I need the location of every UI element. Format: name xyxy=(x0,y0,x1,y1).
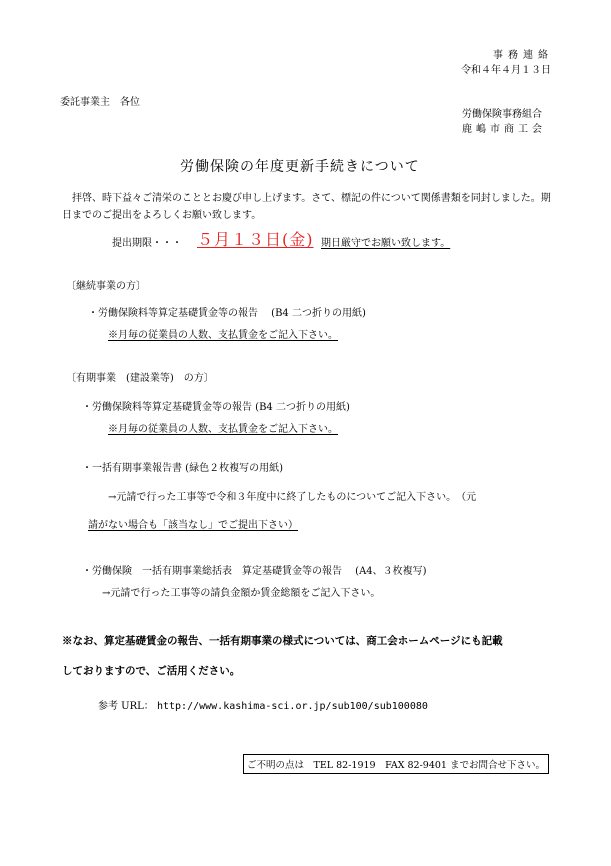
closing-line-2: しておりますので、ご活用ください。 xyxy=(62,665,241,677)
section-fixed-term-item-3: ・労働保険 一括有期事業総括表 算定基礎賃金等の報告 (A4、３枚複写) xyxy=(82,566,427,577)
deadline-note: 期日厳守でお願い致します。 xyxy=(321,238,451,249)
recipients: 委託事業主 各位 xyxy=(60,97,140,108)
section-fixed-term-item-2: ・一括有期事業報告書 (緑色２枚複写の用紙) xyxy=(82,463,283,474)
sender-line-1: 労働保険事務組合 xyxy=(462,109,542,120)
reference-url-link[interactable]: http://www.kashima-sci.or.jp/sub100/sub100080 xyxy=(156,701,428,712)
section-fixed-term-item-2-note-1: →元請で行った工事等で令和３年度中に終了したものについてご記入下さい。 （元 xyxy=(108,492,477,503)
sender-line-2: 鹿嶋市商工会 xyxy=(462,124,546,135)
reference-url-row xyxy=(98,697,428,712)
section-fixed-term-item-1: ・労働保険料等算定基礎賃金等の報告 (B4 二つ折りの用紙) xyxy=(82,402,350,413)
section-continuing-item-1: ・労働保険料等算定基礎賃金等の報告 (B4 二つ折りの用紙) xyxy=(88,308,366,319)
deadline-label: 提出期限・・・ xyxy=(112,238,182,249)
closing-line-1: ※なお、算定基礎賃金の報告、一括有期事業の様式については、商工会ホームページにも記載 xyxy=(62,635,503,647)
section-fixed-term-item-3-note: →元請で行った工事等の請負金額か賃金総額をご記入下さい。 xyxy=(102,588,381,599)
notice-type: 事務連絡 xyxy=(493,50,553,61)
document-date: 令和４年４月１３日 xyxy=(461,65,551,76)
reference-url-label: 参考 URL： xyxy=(98,701,154,712)
deadline-date: ５月１３日(金) xyxy=(197,230,314,249)
section-fixed-term-item-2-note-2: 請がない場合も「該当なし」でご提出下さい） xyxy=(88,520,298,531)
contact-box: ご不明の点は TEL 82-1919 FAX 82-9401 までお問合せ下さい。 xyxy=(243,754,549,774)
section-continuing-heading: 〔継続事業の方〕 xyxy=(66,281,146,292)
page-title: 労働保険の年度更新手続きについて xyxy=(180,159,420,175)
section-fixed-term-item-1-note: ※月毎の従業員の人数、支払賃金をご記入下さい。 xyxy=(108,424,338,435)
section-fixed-term-heading: 〔有期事業 (建設業等) の方〕 xyxy=(66,373,214,384)
section-continuing-item-1-note: ※月毎の従業員の人数、支払賃金をご記入下さい。 xyxy=(108,330,338,341)
intro-paragraph: 拝啓、時下益々ご清栄のこととお慶び申し上げます。さて、標記の件について関係書類を同封しました。期日までのご提出をよろしくお願い致します。 xyxy=(62,193,551,221)
